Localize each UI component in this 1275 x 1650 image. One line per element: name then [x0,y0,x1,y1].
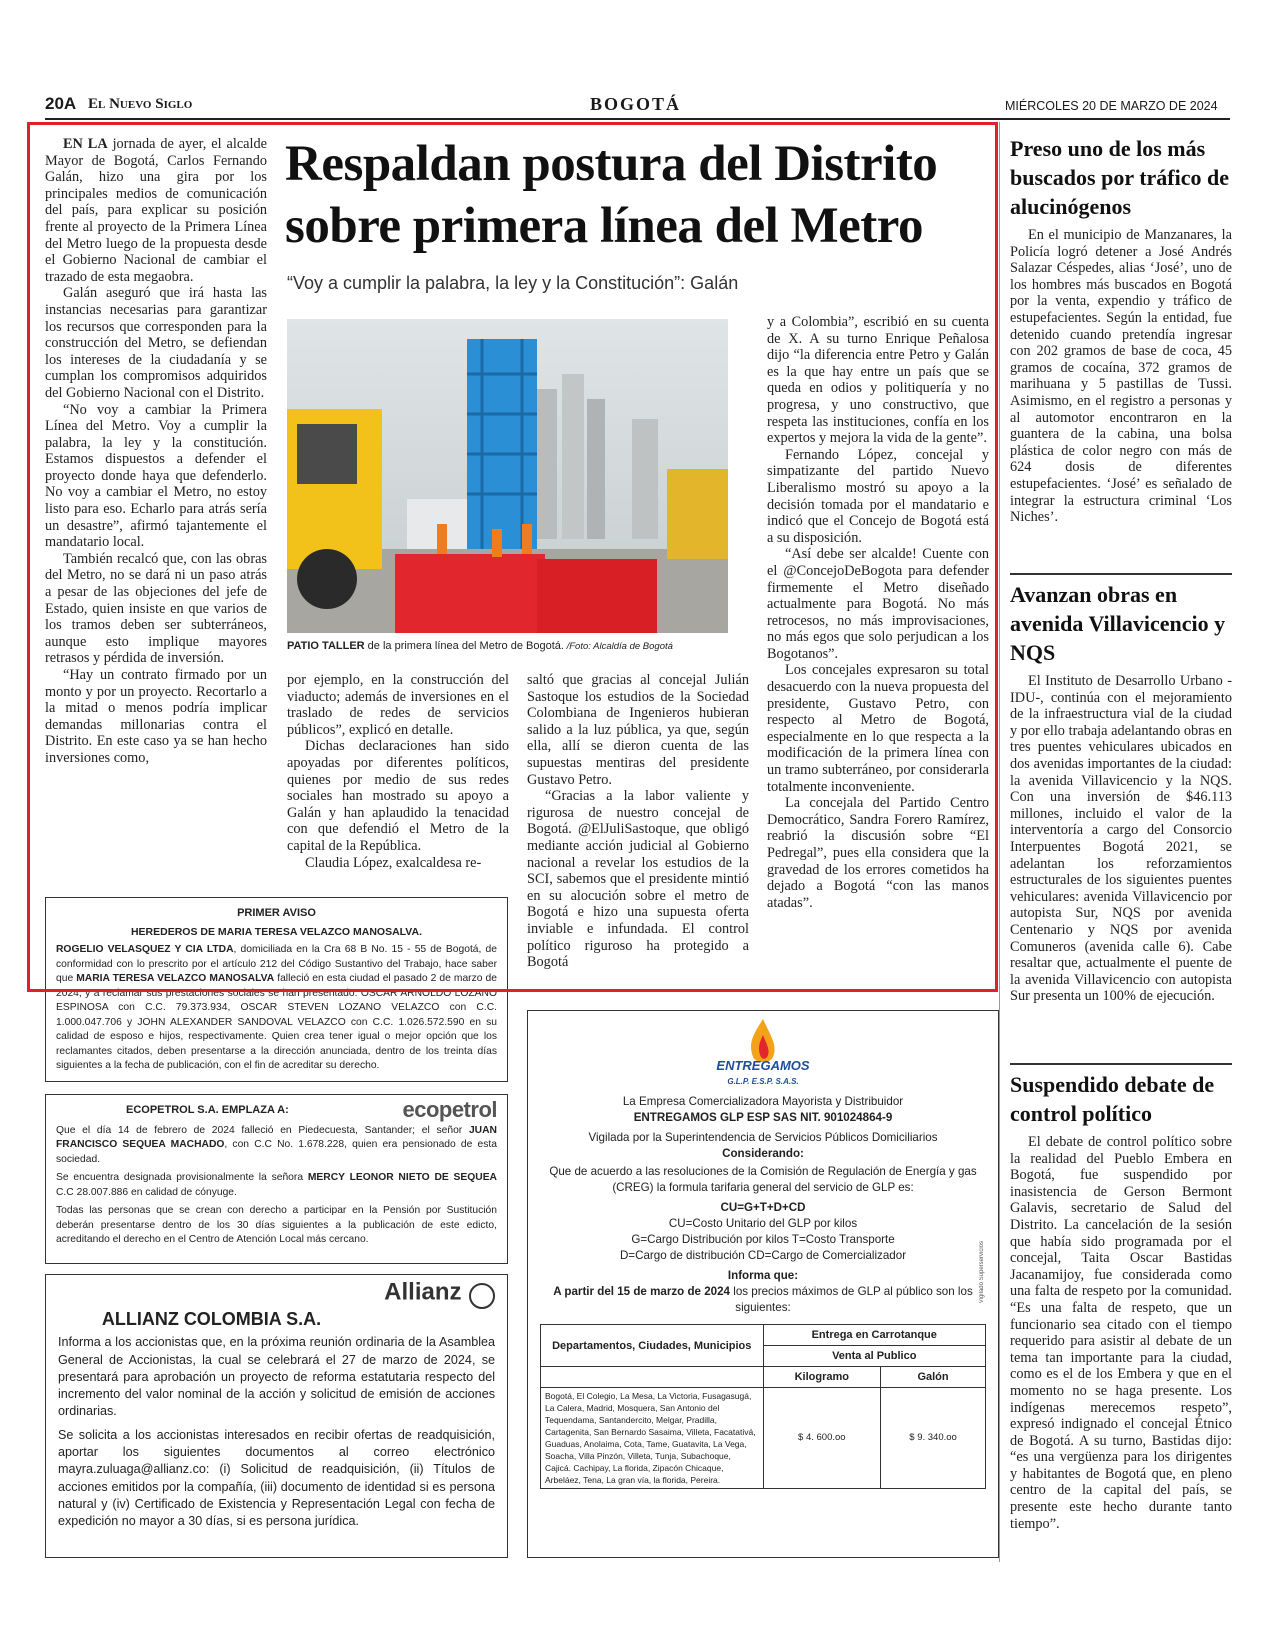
sidebar-paragraph: El debate de control político sobre la realidad del Pueblo Embera en Bogotá, fue suspendido por inasistencia de Gerson Bermont Galavis, secretario de Salud del Distrito. La cancelación de la sesión que había sido programada por el concejal, Taita Oscar Bastidas Jacanamijoy, fue considerada como una falta de respeto por la comunidad. “Es una falta de respeto, que un funcionario sea citado con el tiempo requerido para asistir al debate de un tema tan importante para la ciudad, como es el de los Embera y que en el momento no se haga presente. Los indígenas merecemos respeto”, expresó indignado el concejal Étnico de Bogotá. A su turno, Bastidas dijo: “es una vergüenza para los dirigentes y habitantes de Bogotá que, en pleno centro de la capital del país, se presente este hecho durante tanto tiempo”. [1010,1134,1232,1532]
article-paragraph: “No voy a cambiar la Primera Línea del Metro. Voy a cumplir la palabra, la ley y la constitución. Estamos dispuestos a defender el proyecto donde haya que defenderlo. No voy a cambiar el Metro, no estoy listo para eso. Echarlo para atrás sería un desastre”, afirmó tajantemente el mandatario local. [45,401,267,551]
newspaper-name: El Nuevo Siglo [88,96,193,112]
article-paragraph: Galán aseguró que irá hasta las instancias necesarias para garantizar los recursos que corresponden para la construcción del Metro, se defiendan los intereses de la ciudadanía y se cumplan los compromisos adquiridos del Gobierno Nacional con el Distrito. [45,285,267,401]
article-paragraph: saltó que gracias al concejal Julián Sastoque los estudios de la Sociedad Colombiana de Ingenieros hubieran salido a la luz pública, ya que, según ella, allí se dieron cuenta de las supuestas mentiras del presidente Gustavo Petro. [527,672,749,788]
lead-in: EN LA [63,136,108,152]
entregamos-considerando: Considerando: [722,1147,804,1160]
date-line: MIÉRCOLES 20 DE MARZO DE 2024 [1005,99,1218,113]
headline-line-1: Respaldan postura del Distrito [285,136,938,192]
subheadline: “Voy a cumplir la palabra, la ley y la Constitución”: Galán [287,273,739,293]
table-header-departamentos: Departamentos, Ciudades, Municipios [541,1325,764,1367]
article-paragraph: “Así debe ser alcalde! Cuente con el @ConcejoDeBogota para defender firmemente el Metro diseñado actualmente para Bogotá. No más retrocesos, no más improvisaciones, no más egos que solo perjudican a los Bogotanos”. [767,546,989,662]
highlight-frame [27,122,998,992]
photo-credit: /Foto: Alcaldía de Bogotá [563,641,673,652]
allianz-logo-row [58,1278,495,1309]
article-paragraph: Los concejales expresaron su total desacuerdo con la nueva propuesta del presidente, Gustavo Petro, con respecto al Metro de Bogotá, especialmente en lo que respecta a la modificación de la primera línea con un tramo subterráneo, por considerarla totalmente inconveniente. [767,662,989,795]
entregamos-notice [527,1010,999,1558]
sidebar-story-body [1010,227,1232,526]
ecopetrol-title: ECOPETROL S.A. EMPLAZA A: [126,1104,289,1116]
sidebar-paragraph: El Instituto de Desarrollo Urbano -IDU-, continúa con el mejoramiento de la infraestructura vial de la ciudad y por ello trabaja adelantando obras en tres puentes vehiculares ubicados en dos avenidas importantes de la ciudad: la avenida Villavicencio y la NQS. Con una inversión de $46.113 millones, incluido el valor de la interventoría a cargo del Consorcio Interpuentes Bogotá 2021, se adelantan los reforzamientos estructurales de los siguientes puentes vehiculares: avenida Villavicencio por autopista Sur, NQS por avenida Centenario y NQS por avenida Comuneros (avenida calle 6). Cabe resaltar que, actualmente el puente de la avenida Villavicencio con autopista Sur presenta un 100% de ejecución. [1010,673,1232,1005]
article-paragraph: También recalcó que, con las obras del Metro, no se dará ni un paso atrás a pesar de las objeciones del jefe de Estado, quien insiste en que varios de los tramos deben ser subterráneos, aunque esto implique mayores retrasos y pérdida de inversión. [45,550,267,667]
ecopetrol-logo: ecopetrol [402,1097,497,1122]
sidebar-story-title: Avanzan obras en avenida Villavicencio y NQS [1010,582,1226,665]
entregamos-logo-sub: G.L.P. E.S.P. S.A.S. [727,1077,799,1086]
notice-title: PRIMER AVISO [237,907,316,919]
table-header-venta: Venta al Publico [763,1346,986,1367]
table-header-galon: Galón [881,1367,986,1388]
notice-text-2: falleció en esta ciudad el pasado 2 de marzo de 2024, y a reclamar sus prestaciones sociales se han presentado: OSCAR ARNOLDO LOZANO ESPINOSA con C.C. 79.373.934, OSCAR STEVEN LOZANO VELAZCO con C.C. 1.000.047.706 y JOHN ALEXANDER SANDOVAL VELAZCO con C.C. 1.026.572.590 en su calidad de esposo e hijos, respectivamente. Quien crea tener igual o mejor opción que los reclamantes citados, deben presentarse a la dirección anunciada, dentro de los treinta días siguientes a la fecha de publicación, con el fin de acreditar su derecho. [56,973,497,1071]
section-title: BOGOTÁ [590,94,682,114]
entregamos-line-1: La Empresa Comercializadora Mayorista y Distribuidor [622,1095,904,1108]
sidebar-story-body [1010,1134,1232,1532]
notice-subtitle: HEREDEROS DE MARIA TERESA VELAZCO MANOSALVA. [130,925,423,938]
lead-rest: jornada de ayer, el alcalde Mayor de Bogotá, Carlos Fernando Galán, hizo una gira por los principales medios de comunicación del país, para explicar su posición frente al proyecto de la Primera Línea del Metro luego de la propuesta desde el Gobierno Nacional de cambiar el trazado de esta megaobra. [45,136,267,285]
ecopetrol-p2: Se encuentra designada provisionalmente la señora MERCY LEONOR NIETO DE SEQUEA C.C 28.007.886 en calidad de cónyuge. [56,1172,497,1198]
notice-text-1: , domiciliada en la Cra 68 B No. 15 - 55 de Bogotá, de conformidad con lo prescrito por el artículo 212 del Código Sustantivo del Trabajo, hace saber que [56,944,497,984]
allianz-p2: Se solicita a los accionistas interesados en recibir ofertas de readquisición, aportar los siguientes documentos al correo electrónico mayra.zuluaga@allianz.co: (i) Solicitud de readquisición, (ii) Títulos de acciones emitidos por la compañía, (iii) documento de identidad si es persona natural y (iv) Certificado de Existencia y Representación Legal con fecha de expedición no mayor a 30 días, si es persona jurídica. [58,1427,495,1529]
table-price-galon: $ 9. 340.oo [881,1388,986,1489]
headline-line-2: sobre primera línea del Metro [285,198,923,254]
ecopetrol-notice [45,1094,508,1264]
allianz-notice [45,1274,508,1558]
entregamos-date-line: A partir del 15 de marzo de 2024 los precios máximos de GLP al público son los siguientes: [553,1285,973,1314]
entregamos-vigilada: Vigilada por la Superintendencia de Servicios Públicos Domiciliarios [588,1131,938,1144]
entregamos-informa: Informa que: [727,1269,799,1282]
sidebar-story-1 [1010,134,1232,564]
sidebar-story-3 [1010,1070,1232,1560]
sidebar-story-2 [1010,580,1232,1060]
glp-price-table [540,1324,986,1489]
table-price-kg: $ 4. 600.oo [763,1388,881,1489]
article-paragraph: Dichas declaraciones han sido apoyadas por diferentes políticos, quienes por medio de sus redes sociales han mostrado su apoyo a Galán y han aplaudido la tenacidad con que defendió el Metro de la capital de la República. [287,738,509,854]
sidebar-rule [1010,573,1232,575]
sidebar-divider [999,122,1000,1562]
caption-text: de la primera línea del Metro de Bogotá. [364,640,564,652]
allianz-logo: Allianz [384,1278,462,1306]
entregamos-nit: ENTREGAMOS GLP ESP SAS NIT. 901024864-9 [633,1111,893,1124]
ecopetrol-p1: Que el día 14 de febrero de 2024 falleció en Piedecuesta, Santander; el señor JUAN FRANCISCO SEQUEA MACHADO, con C.C No. 1.678.228, quien era pensionado de esta sociedad. [56,1124,497,1165]
entregamos-def-3: D=Cargo de distribución CD=Cargo de Comercializador [619,1249,907,1262]
table-header-kilogramo: Kilogramo [763,1367,881,1388]
table-header-entrega: Entrega en Carrotanque [763,1325,986,1346]
table-cities: Bogotá, El Colegio, La Mesa, La Victoria, Fusagasugá, La Calera, Madrid, Mosquera, San Antonio del Tequendama, Santandercito, Melgar, Pradilla, Cartagenita, San Bernardo Sasaima, Villeta, Facatativá, Guaduas, Anolaima, Cota, Tame, Guatavita, La Vega, Soacha, Villa Pinzón, Villeta, Tunja, Subachoque, Cajicá. Cachipay, La florida, Zipacón Chicaque, Arbeláez, Tena, La gran vía, la florida, Pereira. [541,1388,764,1489]
entregamos-def-2: G=Cargo Distribución por kilos T=Costo Transporte [631,1233,895,1246]
sidebar-paragraph: En el municipio de Manzanares, la Policía logró detener a José Andrés Salazar Céspedes, alias ‘José’, uno de los hombres más buscados en Bogotá por la venta, expendio y tráfico de estupefacientes. Según la entidad, fue detenido cuando pretendía ingresar con 202 gramos de base de coca, 45 gramos de cocaína, 372 gramos de marihuana y 5 pastillas de Tussi. Asimismo, en el registro a personas y al automotor encontraron en la guantera de la cabina, una bolsa plástica de color negro con más de 624 dosis de diferentes estupefacientes. ‘José’ es señalado de integrar la estructura criminal ‘Los Niches’. [1010,227,1232,526]
sidebar-rule [1010,1063,1232,1065]
notice-lead: ROGELIO VELASQUEZ Y CIA LTDA [56,944,234,955]
article-paragraph: y a Colombia”, escribió en su cuenta de X. A su turno Enrique Peñalosa dijo “la diferencia entre Petro y Galán es la que hay entre un país que se queda en odios y politiquería y no progresa, y uno constructivo, que respeta las instituciones, confía en los expertos y mejora la vida de la gente”. [767,314,989,447]
allianz-eagle-icon [469,1283,495,1309]
article-paragraph: Fernando López, concejal y simpatizante del partido Nuevo Liberalismo mostró su apoyo a la decisión tomada por el mandatario e indicó que el Concejo de Bogotá está a su disposición. [767,446,989,546]
allianz-p1: Informa a los accionistas que, en la próxima reunión ordinaria de la Asamblea General de Accionistas, la cual se celebrará el 27 de marzo de 2024, se presentará para aprobación un proyecto de reforma estatutaria respecto del incremento del valor nominal de la acción y solicitud de emisión de acciones ordinarias. [58,1335,495,1419]
article-paragraph: “Gracias a la labor valiente y rigurosa de nuestro concejal de Bogotá. @ElJuliSastoque, que obligó mediante acción judicial al Gobierno nacional a revelar los estudios de la SCI, sabemos que el presidente mintió en su alocución sobre el metro de Bogotá e hizo una supuesta oferta inviable e infundada. El control político riguroso ha protegido a Bogotá [527,788,749,971]
article-paragraph: La concejala del Partido Centro Democrático, Sandra Forero Ramírez, reabrió la discusión sobre “El Pedregal”, pues ella considera que la gravedad de los errores cometidos ha dejado a Bogotá “con las manos atadas”. [767,795,989,911]
article-paragraph: Claudia López, exalcaldesa re- [305,854,482,871]
page-number: 20A [45,94,77,113]
vigilado-mark: Vigilado Superservicios [979,1241,985,1304]
caption-bold: PATIO TALLER [287,640,365,652]
ecopetrol-p3: Todas las personas que se crean con derecho a participar en la Pensión por Sustitución deberán presentarse dentro de los 30 días siguientes a la publicación de este edicto, acreditando el derecho en el Centro de Atención Local más cercano. [56,1205,497,1245]
sidebar-story-body [1010,673,1232,1005]
article-paragraph: “Hay un contrato firmado por un monto y por un proyecto. Recortarlo a la mitad o menos podría implicar demandas millonarias contra el Distrito. En este caso ya se han hecho inversiones como, [45,667,267,766]
entregamos-creg-text: Que de acuerdo a las resoluciones de la Comisión de Regulación de Energía y gas (CREG) la formula tarifaria general del servicio de GLP es: [549,1165,977,1194]
sidebar-story-title: Preso uno de los más buscados por tráfico de alucinógenos [1010,136,1229,219]
article-paragraph: por ejemplo, en la construcción del viaducto; además de inversiones en el traslado de redes de servicios públicos”, explicó en detalle. [287,672,509,738]
allianz-title: ALLIANZ COLOMBIA S.A. [101,1309,322,1329]
entregamos-formula: CU=G+T+D+CD [720,1201,806,1214]
entregamos-logo [540,1017,986,1090]
entregamos-logo-text: ENTREGAMOS [716,1058,810,1073]
sidebar-story-title: Suspendido debate de control político [1010,1072,1215,1126]
header-rule [45,118,1230,120]
notice-name: MARIA TERESA VELAZCO MANOSALVA [76,973,275,984]
entregamos-def-1: CU=Costo Unitario del GLP por kilos [668,1217,858,1230]
